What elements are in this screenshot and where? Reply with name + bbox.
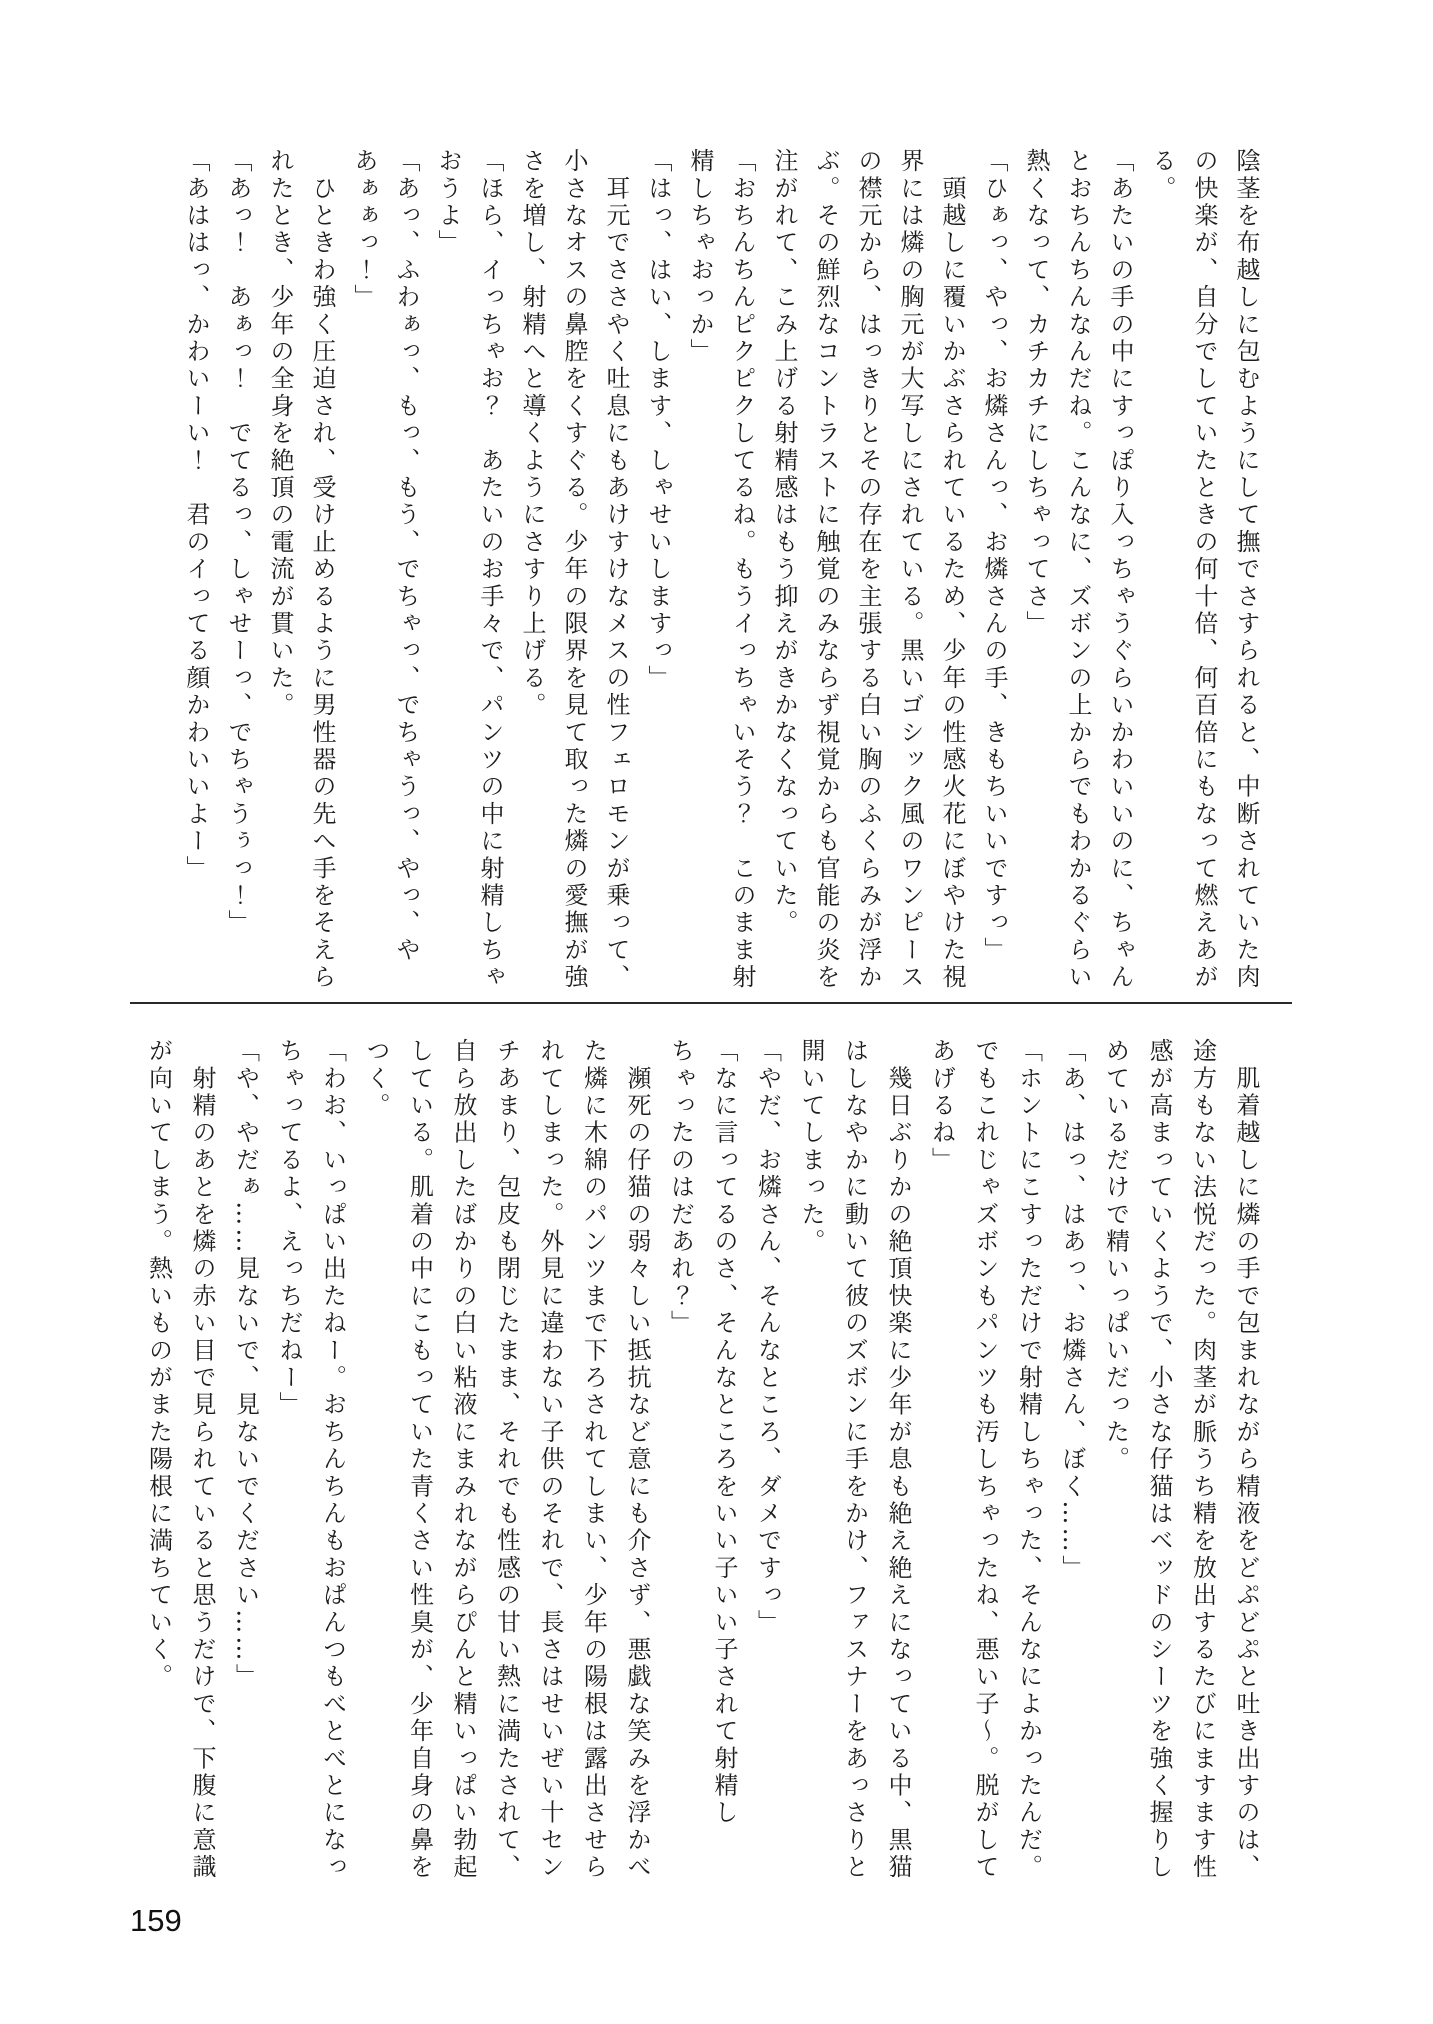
text-column: はしなやかに動いて彼のズボンに手をかけ、ファスナーをあっさりと [840, 1038, 869, 1882]
text-column: チあまり、包皮も閉じたまま、それでも性感の甘い熱に満たされて、 [492, 1038, 521, 1882]
section-divider [130, 1002, 1292, 1004]
text-column: 「ほら、イっちゃお？ あたいのお手々で、パンツの中に射精しちゃ [476, 148, 504, 992]
text-column: あげるね」 [927, 1038, 956, 1174]
text-column: 「なに言ってるのさ、そんなところをいい子いい子されて射精し [710, 1038, 738, 1827]
text-column: 界には燐の胸元が大写しにされている。黒いゴシック風のワンピース [896, 148, 924, 992]
text-column: でもこれじゃズボンもパンツも汚しちゃったね、悪い子～。脱がして [971, 1038, 999, 1882]
text-column: 注がれて、こみ上げる射精感はもう抑えがきかなくなっていた。 [770, 148, 798, 937]
page-number: 159 [130, 1903, 182, 1938]
text-column: が向いてしまう。熱いものがまた陽根に満ちていく。 [144, 1038, 173, 1691]
text-column: 頭越しに覆いかぶさられているため、少年の性感火花にぼやけた視 [938, 148, 966, 992]
text-column: れてしまった。外見に違わない子供のそれで、長さはせいぜい十セン [536, 1038, 564, 1882]
text-column: ちゃってるよ、えっちだねー」 [275, 1038, 303, 1419]
text-column: る。 [1148, 148, 1176, 203]
text-column: 「おちんちんピクピクしてるね。もうイっちゃいそう？ このまま射 [728, 148, 756, 992]
text-column: 「あ、はっ、はあっ、お燐さん、ぼく……」 [1058, 1038, 1086, 1582]
text-column: 射精のあとを燐の赤い目で見られていると思うだけで、下腹に意識 [188, 1038, 216, 1882]
text-column: れたとき、少年の全身を絶頂の電流が貫いた。 [266, 148, 294, 720]
text-column: めているだけで精いっぱいだった。 [1101, 1038, 1130, 1474]
text-column: 「あっ、ふわぁっ、もっ、もう、でちゃっ、でちゃうっ、やっ、や [392, 148, 420, 964]
text-column: 熱くなって、カチカチにしちゃってさ」 [1022, 148, 1050, 638]
text-column: さを増し、射精へと導くようにさすり上げる。 [518, 148, 546, 720]
text-column: 幾日ぶりかの絶頂快楽に少年が息も絶え絶えになっている中、黒猫 [884, 1038, 912, 1882]
text-column: とおちんちんなんだね。こんなに、ズボンの上からでもわかるぐらい [1064, 148, 1092, 992]
text-column: している。肌着の中にこもっていた青くさい性臭が、少年自身の鼻を [405, 1038, 434, 1882]
text-column: 「わお、いっぱい出たねー。おちんちんもおぱんつもべとべとになっ [318, 1038, 347, 1882]
text-column: ひときわ強く圧迫され、受け止めるように男性器の先へ手をそえら [308, 148, 336, 992]
text-column: 「あっ！ あぁっ！ でてるっ、しゃせーっ、でちゃうぅっ！」 [224, 148, 252, 937]
text-column: 肌着越しに燐の手で包まれながら精液をどぷどぷと吐き出すのは、 [1232, 1038, 1260, 1882]
text-column: ちゃったのはだあれ？」 [666, 1038, 695, 1338]
text-column: た燐に木綿のパンツまで下ろされてしまい、少年の陽根は露出させら [579, 1038, 608, 1882]
text-column: 感が高まっていくようで、小さな仔猫はベッドのシーツを強く握りし [1145, 1038, 1173, 1882]
text-column: 「はっ、はい、します、しゃせいしますっ」 [644, 148, 672, 692]
text-column: の快楽が、自分でしていたときの何十倍、何百倍にもなって燃えあが [1190, 148, 1218, 992]
text-column: の襟元から、はっきりとその存在を主張する白い胸のふくらみが浮か [854, 148, 882, 992]
text-column: 精しちゃおっか」 [686, 148, 714, 366]
text-column: 小さなオスの鼻腔をくすぐる。少年の限界を見て取った燐の愛撫が強 [560, 148, 588, 992]
text-column: 瀕死の仔猫の弱々しい抵抗など意にも介さず、悪戯な笑みを浮かべ [623, 1038, 651, 1882]
text-column: 途方もない法悦だった。肉茎が脈うち精を放出するたびにますます性 [1188, 1038, 1217, 1882]
text-column: 「や、やだぁ……見ないで、見ないでください……」 [231, 1038, 260, 1691]
bottom-text-block [136, 1038, 1267, 1880]
text-column: 開いてしまった。 [797, 1038, 825, 1256]
text-column: あぁぁっ！」 [350, 148, 378, 312]
text-column: 「やだ、お燐さん、そんなところ、ダメですっ」 [753, 1038, 782, 1637]
text-column: 「ひぁっ、やっ、お燐さんっ、お燐さんの手、きもちいいですっ」 [980, 148, 1008, 964]
text-column: 「あははっ、かわいーい！ 君のイってる顔かわいいよー」 [182, 148, 210, 883]
text-column: 自ら放出したばかりの白い粘液にまみれながらぴんと精いっぱい勃起 [449, 1038, 477, 1882]
text-column: 「あたいの手の中にすっぽり入っちゃうぐらいかわいいのに、ちゃん [1106, 148, 1134, 992]
text-column: ぶ。その鮮烈なコントラストに触覚のみならず視覚からも官能の炎を [812, 148, 840, 992]
text-column: 陰茎を布越しに包むようにして撫でさすられると、中断されていた肉 [1232, 148, 1260, 992]
text-column: おうよ」 [434, 148, 462, 257]
text-column: 耳元でささやく吐息にもあけすけなメスの性フェロモンが乗って、 [602, 148, 630, 992]
text-column: 「ホントにこすっただけで射精しちゃった、そんなによかったんだ。 [1014, 1038, 1043, 1882]
top-text-block [175, 148, 1267, 990]
text-column: つく。 [362, 1038, 390, 1120]
